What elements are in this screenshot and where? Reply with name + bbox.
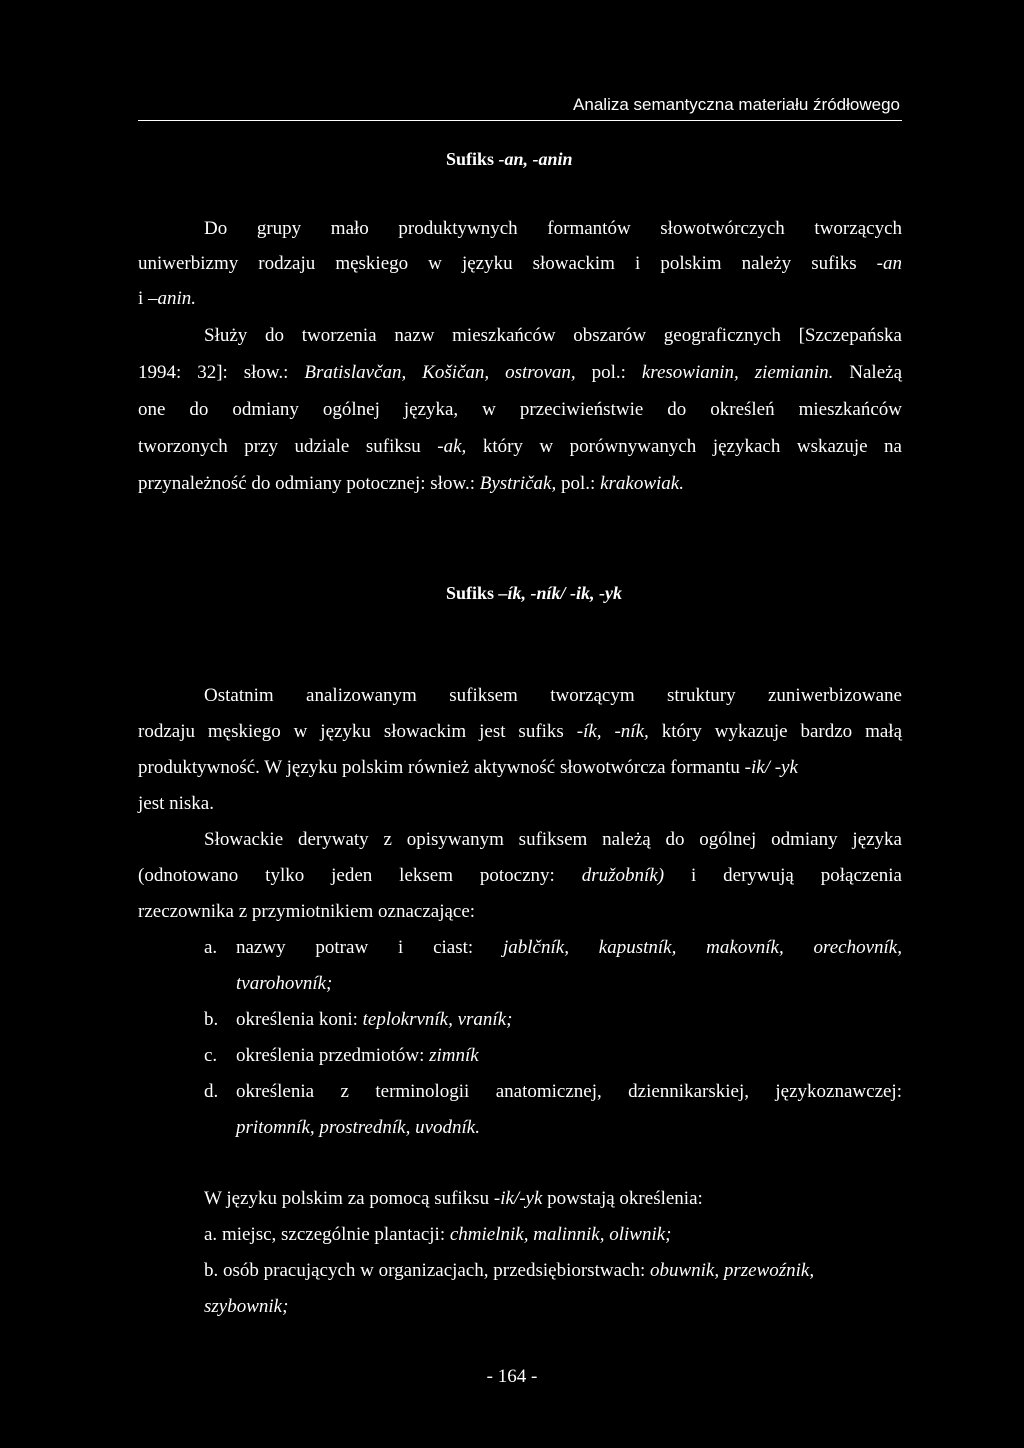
paragraph-line: 1994: 32]: słow.: Bratislavčan, Košičan, ostrovan, pol.: kresowianin, ziemianin. Należą <box>138 362 903 383</box>
paragraph-line: tworzonych przy udziale sufiksu -ak, który w porównywanych językach wskazuje na <box>138 436 902 457</box>
header-rule <box>138 120 902 121</box>
paragraph-line: przynależność do odmiany potocznej: słow.: Bystričak, pol.: krakowiak. <box>138 473 684 494</box>
list-marker: d. <box>204 1081 219 1102</box>
list-marker: a. <box>204 1224 218 1245</box>
list-item: b. osób pracujących w organizacjach, przedsiębiorstwach: obuwnik, przewoźnik, <box>204 1260 815 1281</box>
paragraph-line: Służy do tworzenia nazw mieszkańców obszarów geograficznych [Szczepańska <box>204 325 902 346</box>
list-item-continuation: szybownik; <box>204 1296 289 1317</box>
list-item: określenia z terminologii anatomicznej, dziennikarskiej, językoznawczej: <box>236 1081 902 1102</box>
list-item: a. miejsc, szczególnie plantacji: chmielnik, malinnik, oliwnik; <box>204 1224 672 1245</box>
list-marker: a. <box>204 937 218 958</box>
list-marker: c. <box>204 1045 218 1066</box>
paragraph-line: i –anin. <box>138 288 197 309</box>
paragraph-line: Do grupy mało produktywnych formantów słowotwórczych tworzących <box>204 218 902 239</box>
list-item-continuation: tvarohovník; <box>236 973 333 994</box>
list-item: określenia koni: teplokrvník, vraník; <box>236 1009 513 1030</box>
section-heading-an-anin: Sufiks -an, -anin <box>446 149 573 169</box>
paragraph-line: Słowackie derywaty z opisywanym sufiksem należą do ogólnej odmiany języka <box>204 829 902 850</box>
list-item-continuation: pritomník, prostredník, uvodník. <box>236 1117 480 1138</box>
paragraph-line: W języku polskim za pomocą sufiksu -ik/-yk powstają określenia: <box>204 1188 703 1209</box>
paragraph-line: uniwerbizmy rodzaju męskiego w języku słowackim i polskim należy sufiks -an <box>138 253 902 274</box>
paragraph-line: jest niska. <box>138 793 214 814</box>
paragraph-line: rodzaju męskiego w języku słowackim jest sufiks -ík, -ník, który wykazuje bardzo małą <box>138 721 902 742</box>
section-heading-ik-nik: Sufiks –ík, -ník/ -ik, -yk <box>446 583 623 603</box>
paragraph-line: (odnotowano tylko jeden leksem potoczny: družobník) i derywują połączenia <box>138 865 902 886</box>
paragraph-line: Ostatnim analizowanym sufiksem tworzącym struktury zuniwerbizowane <box>204 685 902 706</box>
running-header: Analiza semantyczna materiału źródłowego <box>573 95 900 114</box>
paragraph-line: rzeczownika z przymiotnikiem oznaczające: <box>138 901 476 922</box>
paragraph-line: produktywność. W języku polskim również aktywność słowotwórcza formantu -ik/ -yk <box>138 757 798 778</box>
list-marker: b. <box>204 1260 219 1281</box>
list-item: nazwy potraw i ciast: jablčník, kapustník, makovník, orechovník, <box>236 937 902 958</box>
page-number: - 164 - <box>486 1366 538 1387</box>
list-marker: b. <box>204 1009 219 1030</box>
paragraph-line: one do odmiany ogólnej języka, w przeciwieństwie do określeń mieszkańców <box>138 399 902 420</box>
list-item: określenia przedmiotów: zimník <box>236 1045 479 1066</box>
